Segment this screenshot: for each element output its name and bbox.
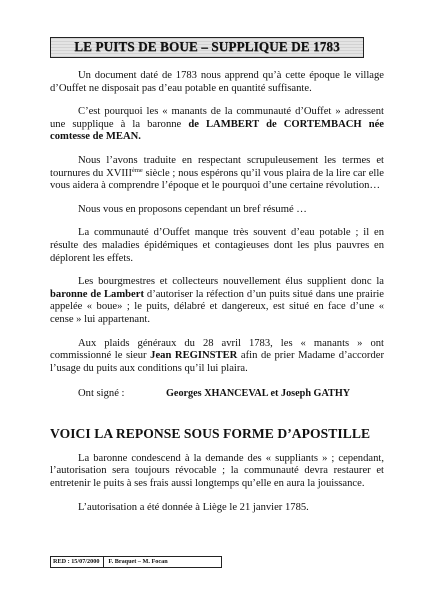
commissioner-name: Jean REGINSTER (150, 350, 238, 362)
baronne-short-name: baronne de Lambert (50, 288, 144, 300)
title-banner (50, 37, 364, 58)
paragraph-text: C’est pourquoi les « manants de la communauté d’Ouffet » adressent une supplique à la baronne (50, 106, 384, 130)
paragraph-text: Aux plaids généraux du 28 avril 1783, les « manants » ont commissionné le sieur (50, 337, 384, 362)
century-superscript: ème (131, 166, 143, 174)
paragraph-water-shortage: La communauté d’Ouffet manque très souvent d’eau potable ; il en résulte des maladies épidémiques et contagieuses dont les plus pauvres en déplorent les effets. (50, 227, 384, 264)
paragraph-response: La baronne condescend à la demande des « suppliants » ; cependant, l’autorisation sera toujours révocable ; la communauté devra restaurer et entretenir le puits à ses frais aussi longtemps qu’elle en aura la jouissance. (50, 452, 384, 490)
signatories (78, 388, 384, 401)
paragraph-text: Les bourgmestres et collecteurs nouvellement élus supplient donc la (78, 276, 384, 288)
baronne-name: de LAMBERT de CORTEMBACH née comtesse de MEAN. (50, 118, 385, 143)
paragraph-text: d’autoriser la réfection d’un puits situé dans une prairie appelée « boue» ; le puits, délabré et dangereux, est situé en face d’une « cense » lui appartenant. (50, 288, 384, 325)
footer-divider (103, 557, 104, 567)
paragraph-intro: Un document daté de 1783 nous apprend qu’à cette époque le village d’Ouffet ne disposait pas d’eau potable en quantité suffisante. (50, 70, 384, 94)
paragraph-request (50, 276, 384, 326)
footer-redaction-date: RED : 15/07/2000 (53, 558, 100, 565)
section-heading: VOICI LA REPONSE SOUS FORME D’APOSTILLE (50, 425, 371, 441)
paragraph-plaids (50, 338, 384, 376)
paragraph-authorization-date: L’autorisation a été donnée à Liège le 21 janvier 1785. (78, 501, 309, 513)
footer-credit-box (50, 556, 222, 568)
document-body (50, 70, 384, 514)
paragraph-text: Nous l’avons traduite en respectant scrupuleusement les termes et tournures du XVIII (50, 154, 384, 179)
paragraph-text: afin de prier Madame d’accorder l’usage du puits aux conditions qu’il lui plaira. (50, 350, 384, 374)
paragraph-summary-intro: Nous vous en proposons cependant un bref résumé … (78, 203, 307, 215)
footer-authors: F. Braquet – M. Focan (108, 558, 168, 565)
paragraph-text: siècle ; nous espérons qu’il vous plaira de la lire car elle vous aidera à comprendre l’époque et le pourquoi d’une certaine révolution… (50, 167, 384, 192)
paragraph-supplique (50, 106, 384, 144)
paragraph-translation (50, 155, 384, 193)
signatory-names: Georges XHANCEVAL et Joseph GATHY (166, 388, 351, 400)
signed-label: Ont signé : (78, 388, 125, 400)
page-title: LE PUITS DE BOUE – SUPPLIQUE DE 1783 (74, 39, 340, 55)
